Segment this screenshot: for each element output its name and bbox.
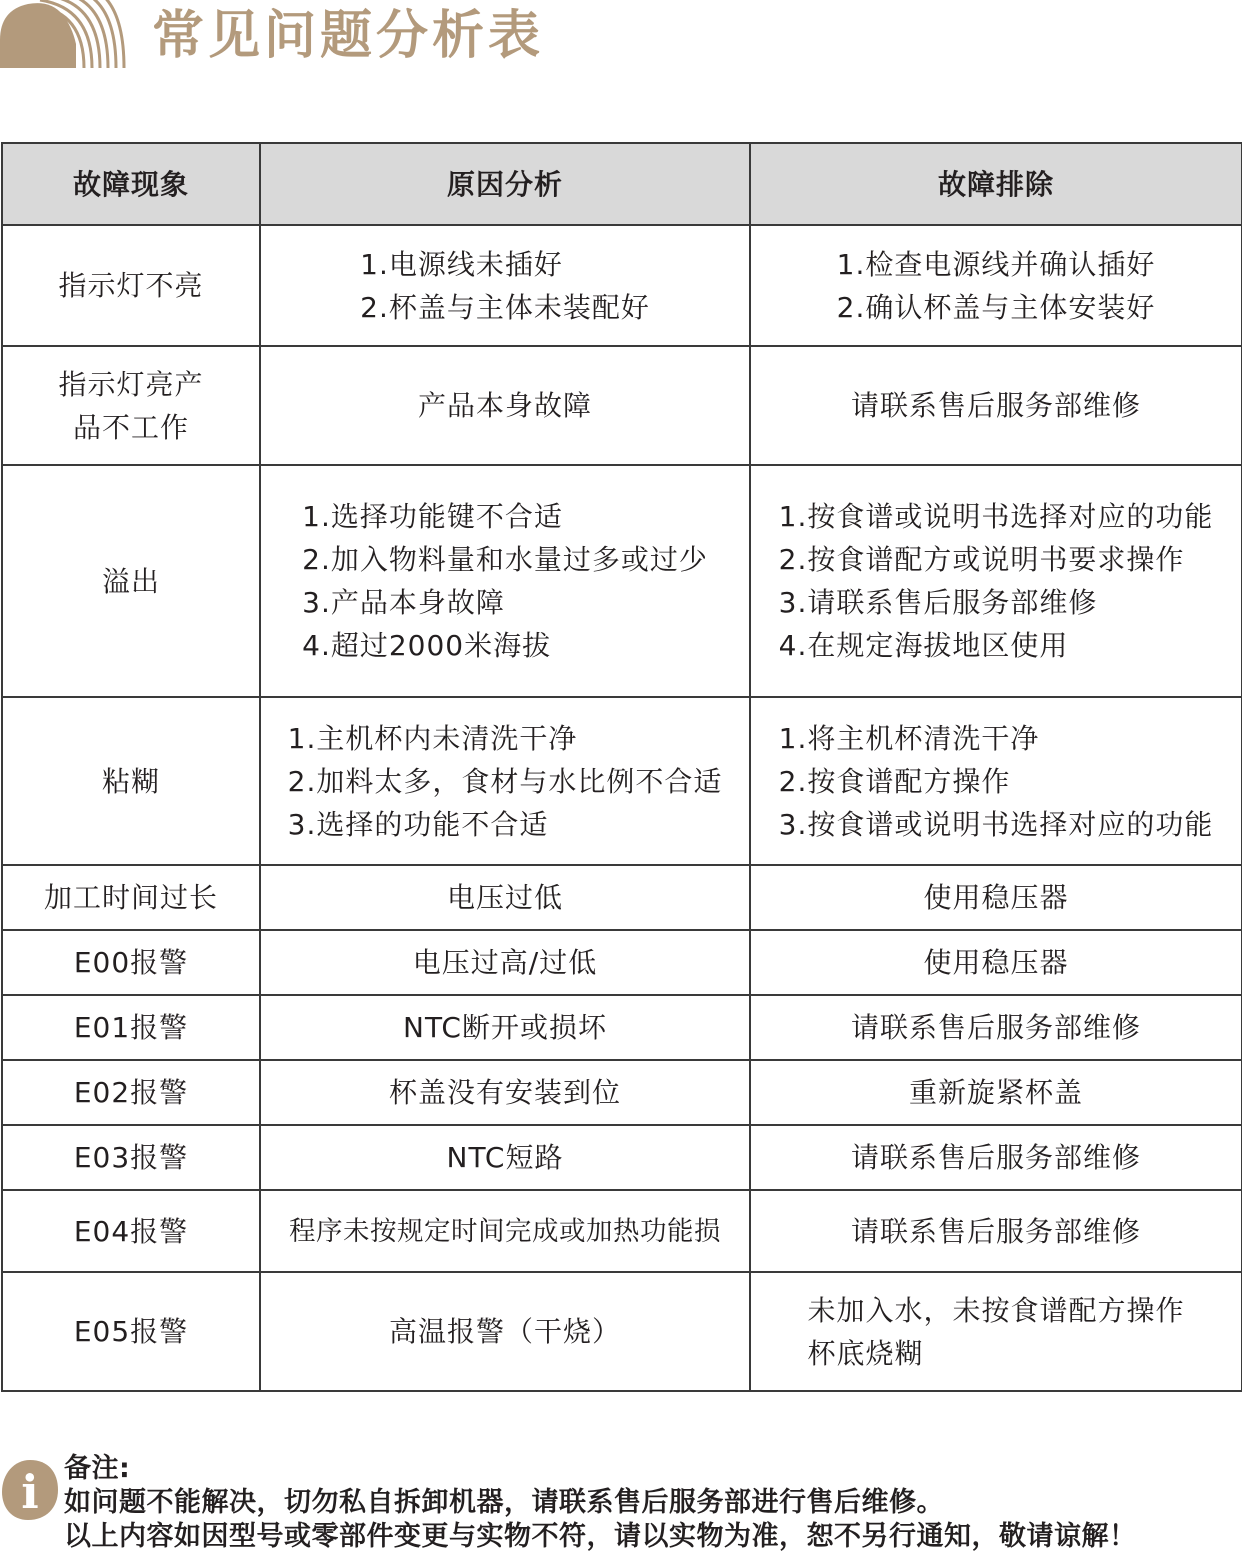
symptom-cell: E03报警 xyxy=(2,1125,260,1190)
fix-cell: 重新旋紧杯盖 xyxy=(750,1060,1242,1125)
fix-cell: 请联系售后服务部维修 xyxy=(750,346,1242,465)
cause-cell xyxy=(260,697,750,865)
fix-line: 杯底烧糊 xyxy=(807,1336,924,1370)
cause-line: 2.加料太多，食材与水比例不合适 xyxy=(287,764,723,798)
cause-line: 1.选择功能键不合适 xyxy=(302,500,563,533)
table-row xyxy=(2,1190,1242,1272)
column-header-symptom: 故障现象 xyxy=(2,143,260,225)
fix-cell xyxy=(750,697,1242,865)
note-block xyxy=(64,1452,1137,1554)
table-row xyxy=(2,1060,1242,1125)
fix-cell: 使用稳压器 xyxy=(750,930,1242,995)
fix-cell xyxy=(750,1272,1242,1391)
table-header-row xyxy=(2,143,1242,225)
note-label: 备注: xyxy=(64,1453,131,1484)
faq-table xyxy=(1,142,1242,1392)
symptom-cell: E02报警 xyxy=(2,1060,260,1125)
fix-line: 1.将主机杯清洗干净 xyxy=(778,721,1040,755)
cause-cell xyxy=(260,225,750,346)
note-line: 以上内容如因型号或零部件变更与实物不符，请以实物为准，恕不另行通知，敬请谅解！ xyxy=(64,1521,1137,1552)
cause-cell: 高温报警（干烧） xyxy=(260,1272,750,1391)
column-header-cause: 原因分析 xyxy=(260,143,750,225)
cause-cell: NTC断开或损坏 xyxy=(260,995,750,1060)
fix-cell xyxy=(750,225,1242,346)
symptom-cell: E05报警 xyxy=(2,1272,260,1391)
symptom-cell: E00报警 xyxy=(2,930,260,995)
cause-cell: 产品本身故障 xyxy=(260,346,750,465)
table-row xyxy=(2,865,1242,930)
symptom-cell: E01报警 xyxy=(2,995,260,1060)
fix-cell: 请联系售后服务部维修 xyxy=(750,1125,1242,1190)
table-row xyxy=(2,1125,1242,1190)
symptom-cell: 指示灯不亮 xyxy=(2,225,260,346)
fix-cell: 请联系售后服务部维修 xyxy=(750,995,1242,1060)
fix-line: 1.检查电源线并确认插好 xyxy=(836,247,1156,281)
cause-cell: 程序未按规定时间完成或加热功能损 xyxy=(260,1190,750,1272)
cause-cell xyxy=(260,465,750,697)
table-row xyxy=(2,995,1242,1060)
symptom-cell: 加工时间过长 xyxy=(2,865,260,930)
fix-line: 3.按食谱或说明书选择对应的功能 xyxy=(778,807,1214,841)
fix-line: 1.按食谱或说明书选择对应的功能 xyxy=(778,500,1214,533)
cause-line: 2.杯盖与主体未装配好 xyxy=(360,290,650,324)
cause-line: 3.产品本身故障 xyxy=(302,586,505,619)
fix-line: 4.在规定海拔地区使用 xyxy=(778,629,1069,662)
page-title: 常见问题分析表 xyxy=(152,6,545,66)
cause-cell: 电压过高/过低 xyxy=(260,930,750,995)
cause-line: 3.选择的功能不合适 xyxy=(287,807,549,841)
brand-logo xyxy=(0,0,126,68)
fix-cell: 使用稳压器 xyxy=(750,865,1242,930)
fix-cell xyxy=(750,465,1242,697)
table-row xyxy=(2,1272,1242,1391)
table-row xyxy=(2,930,1242,995)
symptom-cell: E04报警 xyxy=(2,1190,260,1272)
column-header-fix: 故障排除 xyxy=(750,143,1242,225)
symptom-line: 品不工作 xyxy=(72,410,189,444)
table-row xyxy=(2,697,1242,865)
fix-cell: 请联系售后服务部维修 xyxy=(750,1190,1242,1272)
fix-line: 2.按食谱配方操作 xyxy=(778,764,1011,798)
fix-line: 2.按食谱配方或说明书要求操作 xyxy=(778,543,1185,576)
fix-line: 3.请联系售后服务部维修 xyxy=(778,586,1098,619)
table-row xyxy=(2,465,1242,697)
cause-line: 2.加入物料量和水量过多或过少 xyxy=(302,543,708,576)
cause-line: 1.电源线未插好 xyxy=(360,247,563,281)
cause-cell: 电压过低 xyxy=(260,865,750,930)
fix-line: 未加入水，未按食谱配方操作 xyxy=(807,1293,1185,1327)
symptom-cell: 粘糊 xyxy=(2,697,260,865)
info-icon xyxy=(0,1458,60,1522)
table-row xyxy=(2,346,1242,465)
symptom-line: 指示灯亮产 xyxy=(58,367,204,401)
table-row xyxy=(2,225,1242,346)
info-icon-glyph: i xyxy=(21,1465,39,1519)
note-line: 如问题不能解决，切勿私自拆卸机器，请联系售后服务部进行售后维修。 xyxy=(64,1487,944,1518)
fix-line: 2.确认杯盖与主体安装好 xyxy=(836,290,1156,324)
cause-line: 4.超过2000米海拔 xyxy=(302,629,552,662)
cause-line: 1.主机杯内未清洗干净 xyxy=(287,721,578,755)
cause-cell: 杯盖没有安装到位 xyxy=(260,1060,750,1125)
cause-cell: NTC短路 xyxy=(260,1125,750,1190)
symptom-cell: 溢出 xyxy=(2,465,260,697)
symptom-cell xyxy=(2,346,260,465)
